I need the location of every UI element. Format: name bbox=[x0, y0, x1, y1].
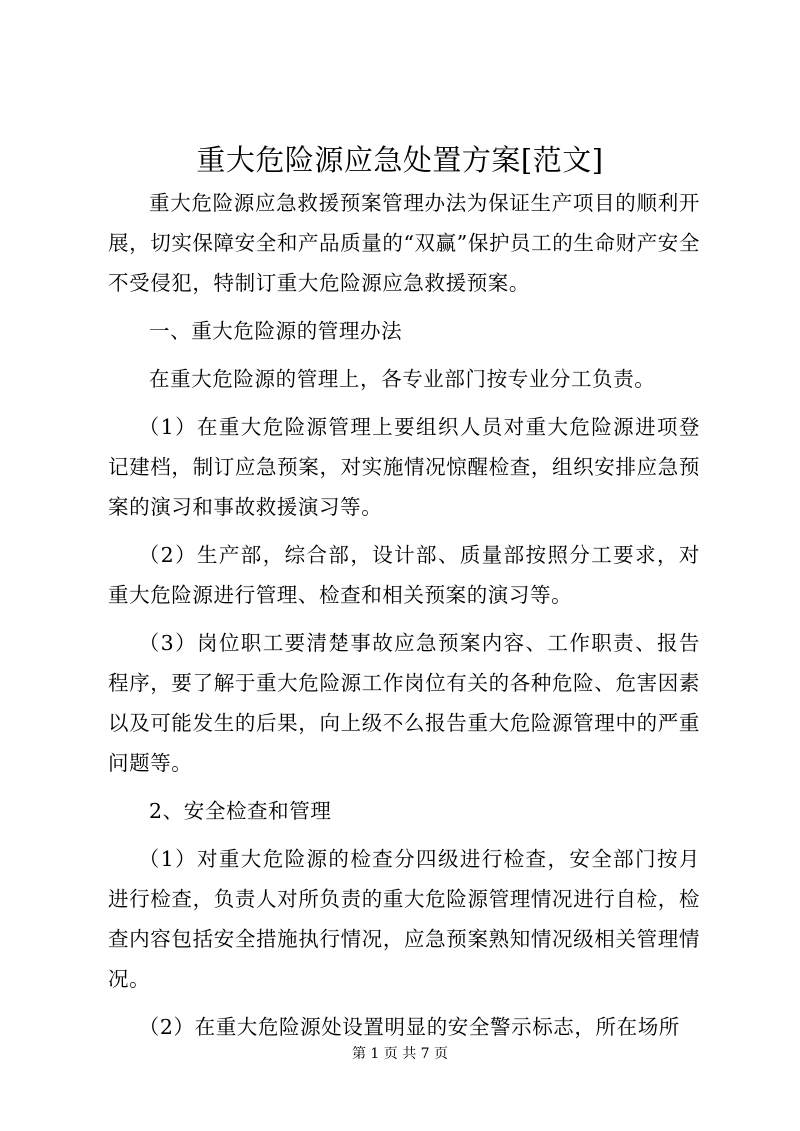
paragraph-item-3: （3）岗位职工要清楚事故应急预案内容、工作职责、报告程序，要了解于重大危险源工作岗位有关的各种危险、危害因素以及可能发生的后果，向上级不么报告重大危险源管理中的严重问题等。 bbox=[108, 631, 700, 775]
paragraph-inspection-1: （1）对重大危险源的检查分四级进行检查，安全部门按月进行检查，负责人对所负责的重大危险源管理情况进行自检，检查内容包括安全措施执行情况，应急预案熟知情况级相关管理情况。 bbox=[108, 847, 700, 991]
document-title: 重大危险源应急处置方案[范文] bbox=[196, 143, 604, 177]
section-heading-2: 2、安全检查和管理 bbox=[149, 799, 332, 823]
section-heading-1: 一、重大危险源的管理办法 bbox=[149, 319, 403, 343]
document-body bbox=[108, 183, 700, 1055]
page-footer: 第 1 页 共 7 页 bbox=[351, 1046, 449, 1062]
paragraph-responsibility: 在重大危险源的管理上，各专业部门按专业分工负责。 bbox=[149, 367, 656, 391]
paragraph-item-2: （2）生产部，综合部，设计部、质量部按照分工要求，对重大危险源进行管理、检查和相关预案的演习等。 bbox=[108, 543, 700, 607]
paragraph-intro: 重大危险源应急救援预案管理办法为保证生产项目的顺利开展，切实保障安全和产品质量的“双赢”保护员工的生命财产安全不受侵犯，特制订重大危险源应急救援预案。 bbox=[108, 191, 700, 295]
paragraph-inspection-2: （2）在重大危险源处设置明显的安全警示标志，所在场所 bbox=[138, 1015, 680, 1039]
paragraph-item-1: （1）在重大危险源管理上要组织人员对重大危险源进项登记建档，制订应急预案，对实施情况惊醒检查，组织安排应急预案的演习和事故救援演习等。 bbox=[108, 415, 700, 519]
